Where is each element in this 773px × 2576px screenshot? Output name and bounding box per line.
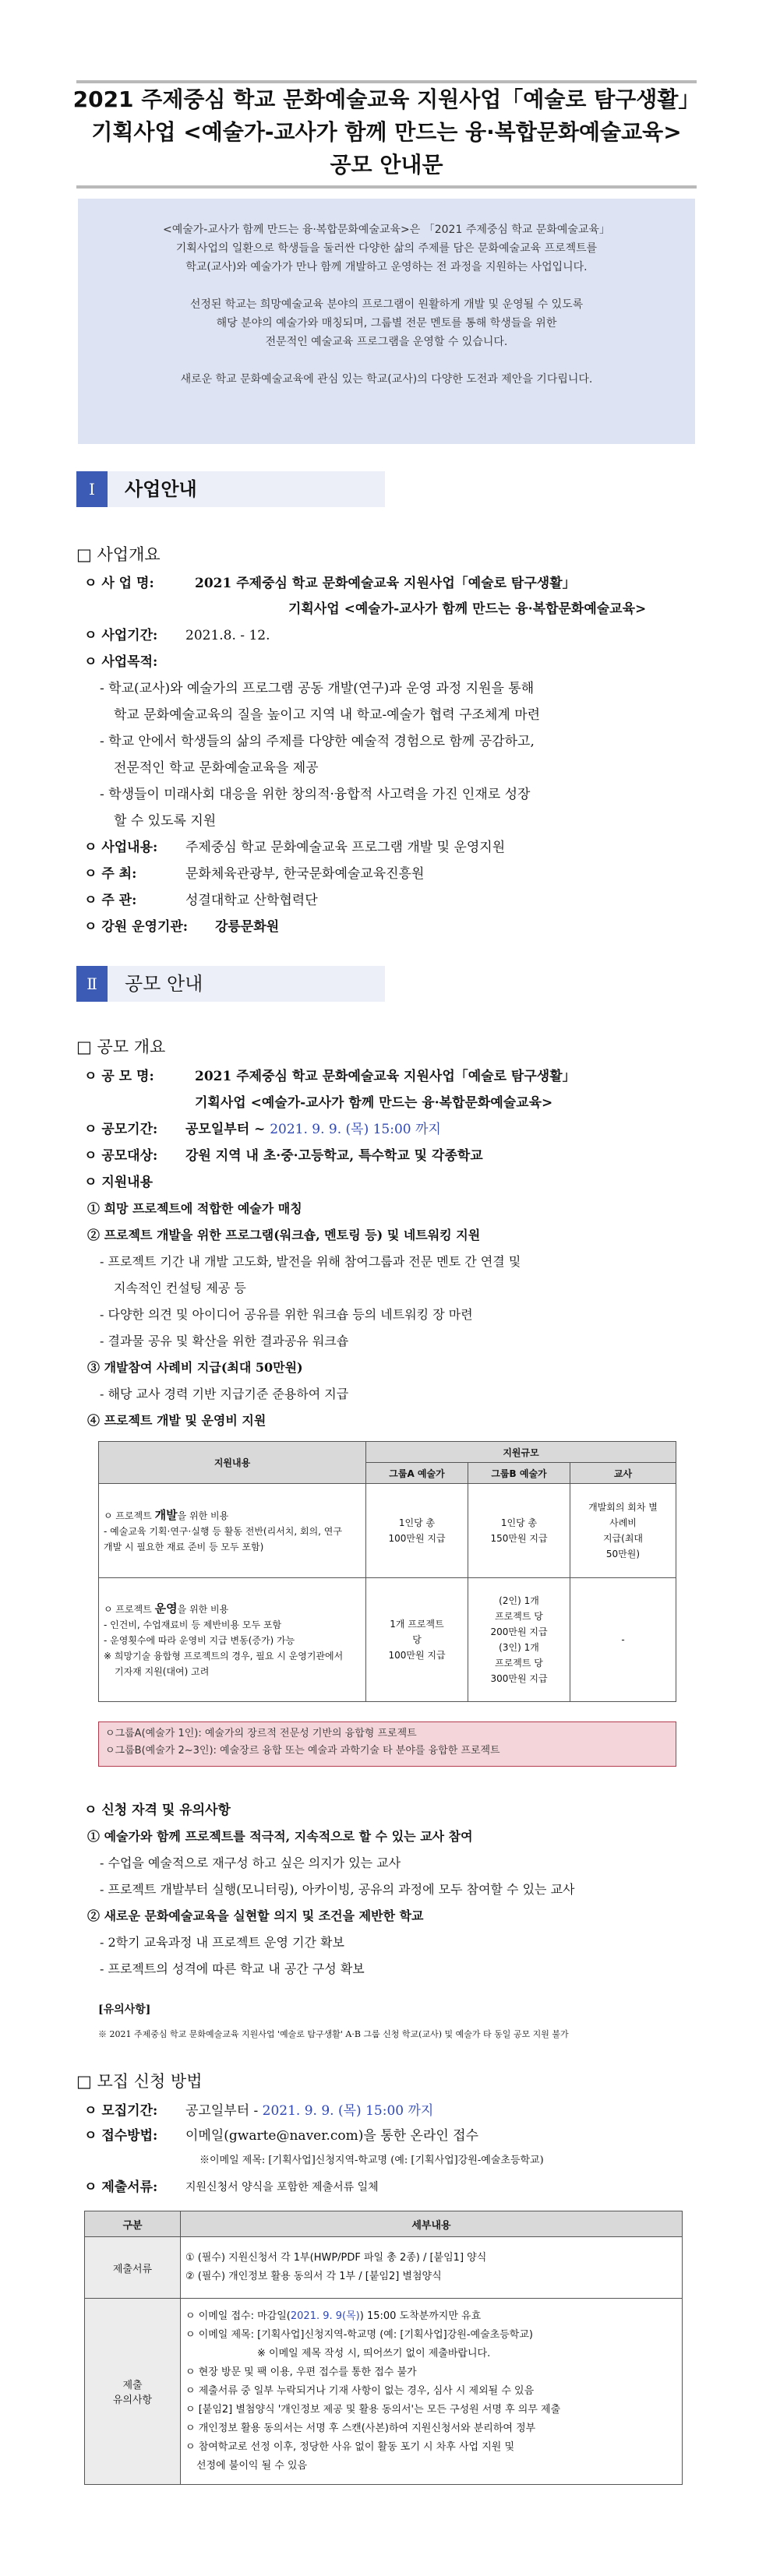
field-value: 강원 지역 내 초·중·고등학교, 특수학교 및 각종학교 xyxy=(185,1148,483,1164)
table-cell xyxy=(181,2237,683,2299)
notice-item: 선정에 불이익 될 수 있음 xyxy=(196,2460,308,2472)
field-label: ㅇ 강원 운영기관: xyxy=(84,919,189,935)
group-note: ㅇ그룹B(예술가 2~3인): 예술장르 융합 또는 예술과 과학기술 타 분야를 융합한 프로젝트 xyxy=(105,1745,500,1757)
field-label: ㅇ 사업기간: xyxy=(84,628,158,643)
section-header-2 xyxy=(76,966,385,1002)
field-value: 강릉문화원 xyxy=(215,919,280,935)
notice-text: ㅇ 이메일 접수: 마감일( xyxy=(185,2310,291,2322)
cell-detail: 기자재 지원(대여) 고려 xyxy=(115,1665,210,1677)
purpose-line: - 학생들이 미래사회 대응을 위한 창의적·융합적 사고력을 가진 인재로 성장 xyxy=(100,787,531,802)
submission-table xyxy=(84,2211,683,2485)
support-item: ② 프로젝트 개발을 위한 프로그램(워크숍, 멘토링 등) 및 네트워킹 지원 xyxy=(87,1228,481,1242)
field-label: ㅇ 사업목적: xyxy=(84,654,158,670)
field-label: ㅇ 사 업 명: xyxy=(84,576,154,591)
field-value: 기획사업 <예술가-교사가 함께 만드는 융·복합문화예술교육> xyxy=(195,1095,553,1111)
period-prefix: 공고일부터 - xyxy=(185,2103,263,2119)
group-note-box xyxy=(98,1721,676,1767)
support-detail: 지속적인 컨설팅 제공 등 xyxy=(114,1281,246,1295)
field-label: ㅇ 공 모 명: xyxy=(84,1069,154,1084)
section-title: 사업안내 xyxy=(125,478,197,500)
caution-title: [유의사항] xyxy=(98,2003,151,2016)
cell-detail: 개발 시 필요한 재료 준비 등 모두 포함) xyxy=(104,1541,264,1552)
lead-text: 을 위한 비용 xyxy=(177,1510,229,1521)
qual-detail: - 프로젝트의 성격에 따른 학교 내 공간 구성 확보 xyxy=(100,1961,365,1976)
field-label: ㅇ 공모기간: xyxy=(84,1122,158,1137)
field-value: 2021 주제중심 학교 문화예술교육 지원사업「예술로 탐구생활」 xyxy=(195,1069,576,1084)
intro-line: 선정된 학교는 희망예술교육 분야의 프로그램이 원활하게 개발 및 운영될 수 있도록 xyxy=(189,298,584,311)
field-label: ㅇ 지원내용 xyxy=(84,1175,154,1190)
table-cell xyxy=(181,2299,683,2485)
notice-item: ※ 이메일 제목 작성 시, 띄어쓰기 없이 제출바랍니다. xyxy=(257,2348,491,2359)
qual-detail: - 수업을 예술적으로 재구성 하고 싶은 의지가 있는 교사 xyxy=(100,1855,401,1870)
notice-item: ㅇ [붙임2] 별첨양식 '개인정보 제공 및 활용 동의서'는 모든 구성원 서명 후 의무 제출 xyxy=(185,2404,561,2416)
lead-emphasis: 운영 xyxy=(154,1601,178,1616)
intro-line: 해당 분야의 예술가와 매칭되며, 그룹별 전문 멘토를 통해 학생들을 위한 xyxy=(216,317,557,329)
qual-detail: - 2학기 교육과정 내 프로젝트 운영 기간 확보 xyxy=(100,1935,344,1950)
intro-line: 학교(교사)와 예술가가 만나 함께 개발하고 운영하는 전 과정을 지원하는 사업입니다. xyxy=(185,261,588,273)
field-label: ㅇ 제출서류: xyxy=(84,2180,158,2195)
period-deadline: 2021. 9. 9. (목) 15:00 까지 xyxy=(262,2103,434,2119)
support-item: ① 희망 프로젝트에 적합한 예술가 매칭 xyxy=(87,1201,302,1216)
field-label: ㅇ 모집기간: xyxy=(84,2103,158,2119)
docs-item: ② (필수) 개인정보 활용 동의서 각 1부 / [붙임2] 별첨양식 xyxy=(185,2271,442,2282)
field-value: 문화체육관광부, 한국문화예술교육진흥원 xyxy=(185,866,425,882)
table-cell: 1인당 총 150만원 지급 xyxy=(468,1484,570,1578)
intro-line: 전문적인 예술교육 프로그램을 운영할 수 있습니다. xyxy=(265,336,508,348)
title-line-3: 공모 안내문 xyxy=(330,152,443,178)
field-label: ㅇ 주 최: xyxy=(84,866,137,882)
field-value: 이메일(gwarte@naver.com)을 통한 온라인 접수 xyxy=(185,2128,478,2144)
field-value: 주제중심 학교 문화예술교육 프로그램 개발 및 운영지원 xyxy=(185,840,506,855)
notice-item xyxy=(185,2307,677,2326)
intro-line: <예술가-교사가 함께 만드는 융·복합문화예술교육>은 「2021 주제중심 학교 문화예술교육」 xyxy=(162,224,611,236)
table-cell xyxy=(99,1484,366,1578)
lead-text: ㅇ 프로젝트 xyxy=(104,1510,155,1521)
field-label: ㅇ 공모대상: xyxy=(84,1148,158,1164)
field-note: ※이메일 제목: [기획사업]신청지역-학교명 (예: [기획사업]강원-예술초등학교) xyxy=(199,2155,544,2166)
subsection-title: □ 사업개요 xyxy=(76,545,161,564)
purpose-line: 할 수 있도록 지원 xyxy=(114,813,217,829)
qual-item: ② 새로운 문화예술교육을 실현할 의지 및 조건을 제반한 학교 xyxy=(87,1908,424,1923)
lead-text: ㅇ 프로젝트 xyxy=(104,1603,155,1615)
field-value: 2021 주제중심 학교 문화예술교육 지원사업「예술로 탐구생활」 xyxy=(195,576,576,591)
intro-box xyxy=(78,199,695,444)
table-cell: (2인) 1개 프로젝트 당 200만원 지급 (3인) 1개 프로젝트 당 300만원 지급 xyxy=(468,1578,570,1702)
notice-text: ) 15:00 도착분까지만 유효 xyxy=(359,2310,482,2322)
field-value xyxy=(185,2102,433,2120)
support-detail: - 다양한 의견 및 아이디어 공유를 위한 워크숍 등의 네트워킹 장 마련 xyxy=(100,1307,473,1322)
lead-emphasis: 개발 xyxy=(154,1507,178,1522)
section-header-1 xyxy=(76,471,385,507)
field-value: 지원신청서 양식을 포함한 제출서류 일체 xyxy=(185,2181,379,2194)
section-number: Ⅰ xyxy=(76,471,108,507)
lead-text: 을 위한 비용 xyxy=(177,1603,229,1615)
notice-item: ㅇ 개인정보 활용 동의서는 서명 후 스캔(사본)하여 지원신청서와 분리하여 정부 xyxy=(185,2423,536,2434)
section-title: 공모 안내 xyxy=(125,973,203,995)
field-value xyxy=(185,1120,441,1139)
cell-detail: - 운영횟수에 따라 운영비 지급 변동(증가) 가능 xyxy=(104,1634,295,1646)
field-label: ㅇ 신청 자격 및 유의사항 xyxy=(84,1802,231,1818)
intro-line: 기획사업의 일환으로 학생들을 둘러싼 다양한 삶의 주제를 담은 문화예술교육 프로젝트를 xyxy=(175,242,598,255)
cell-detail: ※ 희망기술 융합형 프로젝트의 경우, 필요 시 운영기관에서 xyxy=(104,1650,344,1662)
support-item: ③ 개발참여 사례비 지급(최대 50만원) xyxy=(87,1360,303,1375)
table-header: 구분 xyxy=(85,2211,181,2237)
period-deadline: 2021. 9. 9. (목) 15:00 까지 xyxy=(270,1122,441,1137)
table-header: 교사 xyxy=(570,1463,676,1484)
field-label: ㅇ 주 관: xyxy=(84,893,137,908)
cell-detail: - 예술교육 기획·연구·실행 등 활동 전반(리서치, 회의, 연구 xyxy=(104,1525,342,1537)
table-cell: 제출서류 xyxy=(85,2237,181,2299)
support-detail: - 결과물 공유 및 확산을 위한 결과공유 워크숍 xyxy=(100,1334,349,1348)
table-cell: 1개 프로젝트 당 100만원 지급 xyxy=(366,1578,468,1702)
cell-lead xyxy=(104,1507,361,1524)
table-header: 그룹A 예술가 xyxy=(366,1463,468,1484)
field-value: 2021.8. - 12. xyxy=(185,628,270,643)
support-item: ④ 프로젝트 개발 및 운영비 지원 xyxy=(87,1413,266,1428)
purpose-line: - 학교 안에서 학생들의 삶의 주제를 다양한 예술적 경험으로 함께 공감하고, xyxy=(100,734,535,749)
table-header: 그룹B 예술가 xyxy=(468,1463,570,1484)
docs-item: ① (필수) 지원신청서 각 1부(HWP/PDF 파일 총 2종) / [붙임1] 양식 xyxy=(185,2252,487,2264)
title-line-1: 2021 주제중심 학교 문화예술교육 지원사업「예술로 탐구생활」 xyxy=(72,86,701,112)
table-cell: - xyxy=(570,1578,676,1702)
notice-item: ㅇ 참여학교로 선정 이후, 정당한 사유 없이 활동 포기 시 차후 사업 지원 및 xyxy=(185,2441,515,2453)
table-header: 세부내용 xyxy=(181,2211,683,2237)
table-header: 지원내용 xyxy=(99,1442,366,1484)
table-cell: 제출 유의사항 xyxy=(85,2299,181,2485)
field-value: 기획사업 <예술가-교사가 함께 만드는 융·복합문화예술교육> xyxy=(288,601,647,617)
support-detail: - 프로젝트 기간 내 개발 고도화, 발전을 위해 참여그룹과 전문 멘토 간 연결 및 xyxy=(100,1254,521,1269)
title-line-2: 기획사업 <예술가-교사가 함께 만드는 융·복합문화예술교육> xyxy=(91,119,682,145)
field-label: ㅇ 사업내용: xyxy=(84,840,158,855)
subsection-title: □ 모집 신청 방법 xyxy=(76,2072,203,2091)
cell-lead xyxy=(104,1601,361,1617)
support-detail: - 해당 교사 경력 기반 지급기준 준용하여 지급 xyxy=(100,1387,349,1401)
table-cell: 1인당 총 100만원 지급 xyxy=(366,1484,468,1578)
qual-item: ① 예술가와 함께 프로젝트를 적극적, 지속적으로 할 수 있는 교사 참여 xyxy=(87,1829,473,1844)
notice-item: ㅇ 현장 방문 및 팩 이용, 우편 접수를 통한 접수 불가 xyxy=(185,2366,417,2378)
notice-deadline: 2021. 9. 9(목) xyxy=(290,2310,360,2322)
document-title xyxy=(47,83,726,181)
period-prefix: 공모일부터 ~ xyxy=(185,1122,270,1137)
qual-detail: - 프로젝트 개발부터 실행(모니터링), 아카이빙, 공유의 과정에 모두 참여할 수 있는 교사 xyxy=(100,1882,575,1897)
cell-detail: - 인건비, 수업재료비 등 제반비용 모두 포함 xyxy=(104,1619,282,1630)
field-value: 성결대학교 산학협력단 xyxy=(185,893,318,908)
notice-item: ㅇ 제출서류 중 일부 누락되거나 기재 사항이 없는 경우, 심사 시 제외될 수 있음 xyxy=(185,2385,535,2397)
title-bottom-border xyxy=(76,185,697,189)
purpose-line: 전문적인 학교 문화예술교육을 제공 xyxy=(114,760,319,776)
section-number: Ⅱ xyxy=(76,966,108,1002)
support-table xyxy=(98,1441,676,1702)
table-cell xyxy=(99,1578,366,1702)
notice-item: ㅇ 이메일 제목: [기획사업]신청지역-학교명 (예: [기획사업]강원-예술초등학교) xyxy=(185,2329,533,2341)
table-header: 지원규모 xyxy=(366,1442,676,1463)
table-cell: 개발회의 회차 별 사례비 지급(최대 50만원) xyxy=(570,1484,676,1578)
purpose-line: 학교 문화예술교육의 질을 높이고 지역 내 학교-예술가 협력 구조체계 마련 xyxy=(114,707,541,723)
subsection-title: □ 공모 개요 xyxy=(76,1038,166,1056)
group-note: ㅇ그룹A(예술가 1인): 예술가의 장르적 전문성 기반의 융합형 프로젝트 xyxy=(105,1728,417,1739)
caution-text: ※ 2021 주제중심 학교 문화예술교육 지원사업 '예술로 탐구생활' A·B 그룹 신청 학교(교사) 및 예술가 타 동일 공모 지원 불가 xyxy=(98,2029,569,2039)
intro-line: 새로운 학교 문화예술교육에 관심 있는 학교(교사)의 다양한 도전과 제안을 기다립니다. xyxy=(180,373,593,386)
field-label: ㅇ 접수방법: xyxy=(84,2128,158,2144)
purpose-line: - 학교(교사)와 예술가의 프로그램 공동 개발(연구)과 운영 과정 지원을 통해 xyxy=(100,681,535,696)
